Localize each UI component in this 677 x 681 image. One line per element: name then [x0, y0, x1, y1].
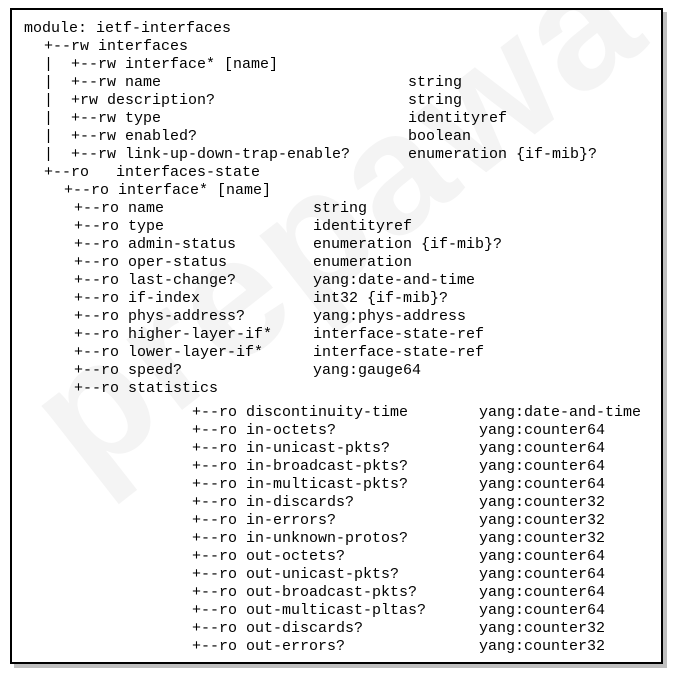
node-type: yang:counter32 [479, 620, 606, 637]
node-type: yang:counter64 [479, 476, 606, 493]
node-name: +--ro discontinuity-time [192, 404, 409, 421]
node-type: yang:counter64 [479, 422, 606, 439]
node-name: +--ro if-index [74, 290, 201, 307]
node-name: +--ro phys-address? [74, 308, 246, 325]
node-name: | +--rw type [44, 110, 162, 127]
node-name: +--ro out-octets? [192, 548, 346, 565]
node-name: | +--rw link-up-down-trap-enable? [44, 146, 351, 163]
node-type: yang:phys-address [313, 308, 467, 325]
node-name: +--ro admin-status [74, 236, 237, 253]
node-name: +--ro last-change? [74, 272, 237, 289]
node-name: +--ro statistics [74, 380, 219, 397]
node-name: +--ro lower-layer-if* [74, 344, 264, 361]
node-name: +--ro interfaces-state [44, 164, 261, 181]
node-name: | +--rw interface* [name] [44, 56, 279, 73]
node-type: yang:counter32 [479, 638, 606, 655]
node-name: +--ro out-errors? [192, 638, 346, 655]
node-name: +--ro in-discards? [192, 494, 355, 511]
node-type: identityref [313, 218, 413, 235]
node-type: yang:counter64 [479, 584, 606, 601]
node-type: enumeration [313, 254, 413, 271]
node-type: yang:date-and-time [479, 404, 642, 421]
node-name: +--ro interface* [name] [64, 182, 272, 199]
node-type: yang:date-and-time [313, 272, 476, 289]
node-name: +--ro in-errors? [192, 512, 337, 529]
node-type: yang:counter64 [479, 548, 606, 565]
node-name: +--ro type [74, 218, 165, 235]
node-type: string [313, 200, 368, 217]
node-name: +--ro in-unknown-protos? [192, 530, 409, 547]
node-name: +--ro in-multicast-pkts? [192, 476, 409, 493]
node-name: +--ro out-unicast-pkts? [192, 566, 400, 583]
node-type: yang:counter64 [479, 458, 606, 475]
node-name: +--ro in-unicast-pkts? [192, 440, 391, 457]
node-name: +--ro higher-layer-if* [74, 326, 273, 343]
node-name: +--ro out-discards? [192, 620, 364, 637]
node-name: +--ro name [74, 200, 165, 217]
node-type: yang:counter32 [479, 530, 606, 547]
node-type: enumeration {if-mib}? [313, 236, 503, 253]
node-name: +--ro in-octets? [192, 422, 337, 439]
node-type: int32 {if-mib}? [313, 290, 449, 307]
node-name: +--ro oper-status [74, 254, 228, 271]
node-type: interface-state-ref [313, 344, 485, 361]
node-name: +--ro speed? [74, 362, 183, 379]
node-name: +--ro out-multicast-pltas? [192, 602, 427, 619]
node-type: yang:counter32 [479, 494, 606, 511]
node-type: string [408, 74, 463, 91]
node-type: yang:counter64 [479, 440, 606, 457]
node-name: | +--rw name [44, 74, 162, 91]
node-type: interface-state-ref [313, 326, 485, 343]
node-type: boolean [408, 128, 472, 145]
node-type: yang:counter64 [479, 602, 606, 619]
node-name: module: ietf-interfaces [24, 20, 232, 37]
node-name: +--ro in-broadcast-pkts? [192, 458, 409, 475]
node-type: enumeration {if-mib}? [408, 146, 598, 163]
node-name: | +rw description? [44, 92, 216, 109]
node-name: +--ro out-broadcast-pkts? [192, 584, 418, 601]
node-type: yang:gauge64 [313, 362, 422, 379]
node-name: | +--rw enabled? [44, 128, 198, 145]
node-type: yang:counter32 [479, 512, 606, 529]
yang-tree-box [10, 8, 663, 664]
node-type: string [408, 92, 463, 109]
node-type: identityref [408, 110, 508, 127]
node-type: yang:counter64 [479, 566, 606, 583]
node-name: +--rw interfaces [44, 38, 189, 55]
